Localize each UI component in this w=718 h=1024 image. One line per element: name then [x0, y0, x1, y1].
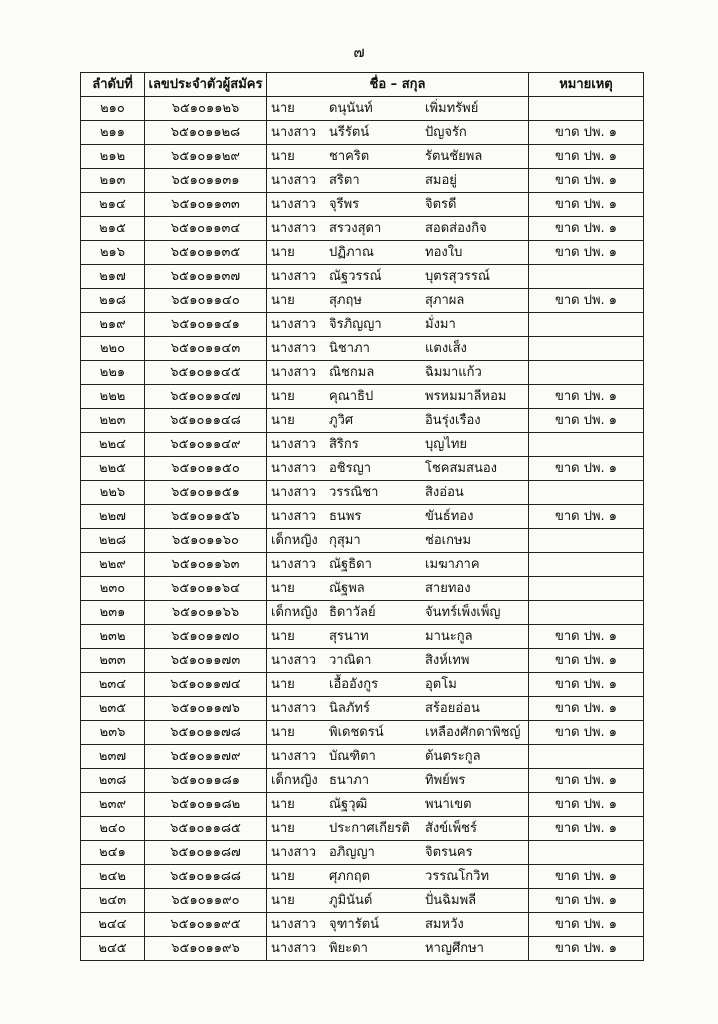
name-prefix: นาย: [271, 820, 295, 836]
table-row: [81, 697, 644, 721]
last-name: สุภาผล: [425, 292, 465, 308]
full-name-cell: [267, 121, 529, 145]
row-number: ๒๑๔: [81, 193, 145, 217]
last-name: ทองใบ: [425, 244, 463, 260]
remark: ขาด ปพ. ๑: [529, 457, 644, 481]
row-number: ๒๓๗: [81, 745, 145, 769]
applicant-id: ๖๕๑๐๑๑๙๐: [145, 889, 267, 913]
row-number: ๒๓๘: [81, 769, 145, 793]
full-name-cell: [267, 673, 529, 697]
first-name: พิยะดา: [329, 940, 368, 956]
last-name: ปั่นฉิมพลี: [425, 892, 477, 908]
row-number: ๒๔๐: [81, 817, 145, 841]
table-row: [81, 865, 644, 889]
full-name-cell: [267, 241, 529, 265]
first-name: เอื้ออังกูร: [329, 676, 379, 692]
full-name-cell: [267, 337, 529, 361]
name-prefix: นางสาว: [271, 700, 317, 716]
first-name: สริตา: [329, 172, 360, 188]
last-name: อุตโม: [425, 676, 457, 692]
full-name-cell: [267, 145, 529, 169]
remark: [529, 745, 644, 769]
first-name: จุฑารัตน์: [329, 916, 380, 932]
last-name: สมอยู่: [425, 172, 457, 188]
row-number: ๒๒๐: [81, 337, 145, 361]
full-name-cell: [267, 913, 529, 937]
applicant-id: ๖๕๑๐๑๑๘๑: [145, 769, 267, 793]
last-name: สอดส่องกิจ: [425, 220, 487, 236]
remark: ขาด ปพ. ๑: [529, 625, 644, 649]
first-name: ดนุนันท์: [329, 100, 373, 116]
applicant-id: ๖๕๑๐๑๑๗๘: [145, 721, 267, 745]
name-prefix: นาย: [271, 388, 295, 404]
table-row: [81, 313, 644, 337]
row-number: ๒๔๓: [81, 889, 145, 913]
first-name: ชาคริต: [329, 148, 370, 164]
applicant-id: ๖๕๑๐๑๑๖๓: [145, 553, 267, 577]
name-prefix: นาย: [271, 100, 295, 116]
applicant-id: ๖๕๑๐๑๑๓๗: [145, 265, 267, 289]
full-name-cell: [267, 769, 529, 793]
row-number: ๒๔๔: [81, 913, 145, 937]
first-name: ปฏิภาณ: [329, 244, 374, 260]
full-name-cell: [267, 697, 529, 721]
full-name-cell: [267, 457, 529, 481]
name-prefix: นาย: [271, 676, 295, 692]
last-name: ขันธ์ทอง: [425, 508, 474, 524]
last-name: สร้อยอ่อน: [425, 700, 480, 716]
remark: ขาด ปพ. ๑: [529, 289, 644, 313]
last-name: รัตนชัยพล: [425, 148, 483, 164]
name-prefix: นางสาว: [271, 124, 317, 140]
applicant-id: ๖๕๑๐๑๑๓๕: [145, 241, 267, 265]
row-number: ๒๓๑: [81, 601, 145, 625]
first-name: ณัฐวรรณ์: [329, 268, 382, 284]
remark: [529, 97, 644, 121]
page-number: ๗: [353, 43, 365, 61]
table-row: [81, 481, 644, 505]
full-name-cell: [267, 433, 529, 457]
last-name: ฉิมมาแก้ว: [425, 364, 482, 380]
last-name: บุญไทย: [425, 436, 468, 452]
name-prefix: นางสาว: [271, 916, 317, 932]
full-name-cell: [267, 385, 529, 409]
table-row: [81, 241, 644, 265]
row-number: ๒๔๒: [81, 865, 145, 889]
name-prefix: นาย: [271, 892, 295, 908]
first-name: บัณฑิตา: [329, 748, 376, 764]
first-name: ธนพร: [329, 508, 362, 524]
row-number: ๒๒๗: [81, 505, 145, 529]
remark: [529, 601, 644, 625]
remark: ขาด ปพ. ๑: [529, 385, 644, 409]
full-name-cell: [267, 265, 529, 289]
row-number: ๒๒๓: [81, 409, 145, 433]
applicant-id: ๖๕๑๐๑๑๘๕: [145, 817, 267, 841]
full-name-cell: [267, 97, 529, 121]
first-name: คุณาธิป: [329, 388, 374, 404]
last-name: เมฆาภาค: [425, 556, 480, 572]
row-number: ๒๓๓: [81, 649, 145, 673]
last-name: แตงเส็ง: [425, 340, 467, 356]
name-prefix: นาย: [271, 580, 295, 596]
applicant-id: ๖๕๑๐๑๑๗๙: [145, 745, 267, 769]
applicant-id: ๖๕๑๐๑๑๙๕: [145, 913, 267, 937]
first-name: ประกาศเกียรติ: [329, 820, 410, 836]
remark: ขาด ปพ. ๑: [529, 121, 644, 145]
last-name: ต้นตระกูล: [425, 748, 481, 764]
table-row: [81, 745, 644, 769]
applicant-id: ๖๕๑๐๑๑๗๓: [145, 649, 267, 673]
first-name: วรรณิชา: [329, 484, 379, 500]
last-name: มานะกูล: [425, 628, 473, 644]
applicant-id: ๖๕๑๐๑๑๓๓: [145, 193, 267, 217]
header-applicant-id: เลขประจำตัวผู้สมัคร: [145, 73, 267, 97]
table-row: [81, 937, 644, 961]
full-name-cell: [267, 409, 529, 433]
applicant-id: ๖๕๑๐๑๑๔๙: [145, 433, 267, 457]
table-row: [81, 841, 644, 865]
name-prefix: นางสาว: [271, 340, 317, 356]
table-row: [81, 433, 644, 457]
name-prefix: นางสาว: [271, 844, 317, 860]
name-prefix: นาย: [271, 292, 295, 308]
name-prefix: นางสาว: [271, 436, 317, 452]
table-row: [81, 337, 644, 361]
full-name-cell: [267, 793, 529, 817]
full-name-cell: [267, 817, 529, 841]
last-name: โชคสมสนอง: [425, 460, 497, 476]
first-name: กุสุมา: [329, 532, 361, 548]
name-prefix: นางสาว: [271, 652, 317, 668]
name-prefix: นาย: [271, 244, 295, 260]
last-name: เหลืองศักดาพิชญ์: [425, 724, 521, 740]
applicant-id: ๖๕๑๐๑๑๔๕: [145, 361, 267, 385]
full-name-cell: [267, 289, 529, 313]
first-name: จิรภิญญา: [329, 316, 382, 332]
remark: ขาด ปพ. ๑: [529, 913, 644, 937]
applicant-id: ๖๕๑๐๑๑๓๑: [145, 169, 267, 193]
first-name: นิชาภา: [329, 340, 370, 356]
full-name-cell: [267, 889, 529, 913]
first-name: ณิชกมล: [329, 364, 375, 380]
table-row: [81, 361, 644, 385]
table-row: [81, 169, 644, 193]
remark: ขาด ปพ. ๑: [529, 769, 644, 793]
first-name: สรวงสุดา: [329, 220, 382, 236]
applicant-id: ๖๕๑๐๑๑๘๘: [145, 865, 267, 889]
name-prefix: นางสาว: [271, 940, 317, 956]
remark: [529, 577, 644, 601]
applicant-id: ๖๕๑๐๑๑๕๑: [145, 481, 267, 505]
name-prefix: นาย: [271, 412, 295, 428]
first-name: ณัฐธิดา: [329, 556, 372, 572]
name-prefix: นาย: [271, 148, 295, 164]
first-name: ภูมินันต์: [329, 892, 373, 908]
table-row: [81, 889, 644, 913]
last-name: จิตรดี: [425, 196, 457, 212]
applicant-id: ๖๕๑๐๑๑๓๔: [145, 217, 267, 241]
table-row: [81, 121, 644, 145]
first-name: พิเดชดรน์: [329, 724, 384, 740]
remark: [529, 361, 644, 385]
row-number: ๒๑๕: [81, 217, 145, 241]
full-name-cell: [267, 169, 529, 193]
full-name-cell: [267, 841, 529, 865]
name-prefix: นางสาว: [271, 556, 317, 572]
last-name: บุตรสุวรรณ์: [425, 268, 490, 284]
table-row: [81, 289, 644, 313]
full-name-cell: [267, 601, 529, 625]
full-name-cell: [267, 361, 529, 385]
row-number: ๒๓๒: [81, 625, 145, 649]
remark: ขาด ปพ. ๑: [529, 865, 644, 889]
remark: ขาด ปพ. ๑: [529, 145, 644, 169]
remark: ขาด ปพ. ๑: [529, 817, 644, 841]
full-name-cell: [267, 625, 529, 649]
header-remark: หมายเหตุ: [529, 73, 644, 97]
applicant-id: ๖๕๑๐๑๑๕๖: [145, 505, 267, 529]
remark: ขาด ปพ. ๑: [529, 673, 644, 697]
remark: [529, 337, 644, 361]
name-prefix: เด็กหญิง: [271, 772, 318, 788]
row-number: ๒๑๙: [81, 313, 145, 337]
first-name: ธนาภา: [329, 772, 369, 788]
remark: ขาด ปพ. ๑: [529, 409, 644, 433]
first-name: ภูวิศ: [329, 412, 354, 428]
remark: ขาด ปพ. ๑: [529, 937, 644, 961]
remark: [529, 553, 644, 577]
applicant-id: ๖๕๑๐๑๑๔๑: [145, 313, 267, 337]
remark: ขาด ปพ. ๑: [529, 649, 644, 673]
name-prefix: นาย: [271, 796, 295, 812]
row-number: ๒๔๑: [81, 841, 145, 865]
full-name-cell: [267, 553, 529, 577]
full-name-cell: [267, 529, 529, 553]
applicant-id: ๖๕๑๐๑๑๕๐: [145, 457, 267, 481]
full-name-cell: [267, 745, 529, 769]
row-number: ๒๓๐: [81, 577, 145, 601]
last-name: เพิ่มทรัพย์: [425, 100, 479, 116]
table-row: [81, 145, 644, 169]
remark: ขาด ปพ. ๑: [529, 217, 644, 241]
row-number: ๒๓๖: [81, 721, 145, 745]
last-name: หาญศึกษา: [425, 940, 484, 956]
remark: [529, 433, 644, 457]
name-prefix: เด็กหญิง: [271, 532, 318, 548]
remark: [529, 313, 644, 337]
row-number: ๒๑๗: [81, 265, 145, 289]
applicant-id: ๖๕๑๐๑๑๗๖: [145, 697, 267, 721]
row-number: ๒๓๔: [81, 673, 145, 697]
first-name: ณัฐพล: [329, 580, 365, 596]
remark: ขาด ปพ. ๑: [529, 793, 644, 817]
full-name-cell: [267, 577, 529, 601]
remark: ขาด ปพ. ๑: [529, 193, 644, 217]
name-prefix: นาย: [271, 628, 295, 644]
full-name-cell: [267, 217, 529, 241]
row-number: ๒๒๕: [81, 457, 145, 481]
full-name-cell: [267, 865, 529, 889]
first-name: ณัฐวุฒิ: [329, 796, 368, 812]
full-name-cell: [267, 505, 529, 529]
full-name-cell: [267, 721, 529, 745]
last-name: สิงห์เทพ: [425, 652, 470, 668]
remark: ขาด ปพ. ๑: [529, 505, 644, 529]
table-row: [81, 385, 644, 409]
last-name: สังข์เพ็ชร์: [425, 820, 477, 836]
first-name: นรีรัตน์: [329, 124, 370, 140]
table-row: [81, 817, 644, 841]
table-row: [81, 601, 644, 625]
applicant-id: ๖๕๑๐๑๑๖๖: [145, 601, 267, 625]
last-name: ช่อเกษม: [425, 532, 472, 548]
name-prefix: นางสาว: [271, 268, 317, 284]
first-name: วาณิดา: [329, 652, 372, 668]
name-prefix: นางสาว: [271, 196, 317, 212]
applicant-id: ๖๕๑๐๑๑๙๖: [145, 937, 267, 961]
last-name: สมหวัง: [425, 916, 464, 932]
last-name: ปัญจรัก: [425, 124, 467, 140]
first-name: สุรนาท: [329, 628, 369, 644]
last-name: พนาเขต: [425, 796, 472, 812]
applicant-id: ๖๕๑๐๑๑๗๐: [145, 625, 267, 649]
last-name: สายทอง: [425, 580, 471, 596]
row-number: ๒๔๕: [81, 937, 145, 961]
last-name: วรรณโกวิท: [425, 868, 490, 884]
table-row: [81, 577, 644, 601]
remark: ขาด ปพ. ๑: [529, 241, 644, 265]
last-name: จิตรนคร: [425, 844, 473, 860]
first-name: ธิดาวัลย์: [329, 604, 376, 620]
applicant-id: ๖๕๑๐๑๑๒๙: [145, 145, 267, 169]
full-name-cell: [267, 313, 529, 337]
row-number: ๒๑๑: [81, 121, 145, 145]
table-row: [81, 625, 644, 649]
row-number: ๒๑๐: [81, 97, 145, 121]
last-name: อินรุ่งเรือง: [425, 412, 481, 428]
remark: [529, 481, 644, 505]
last-name: สิงอ่อน: [425, 484, 464, 500]
name-prefix: นางสาว: [271, 748, 317, 764]
table-header-row: [81, 73, 644, 97]
applicant-id: ๖๕๑๐๑๑๘๒: [145, 793, 267, 817]
applicant-table: [80, 72, 644, 961]
header-no: ลำดับที่: [81, 73, 145, 97]
name-prefix: เด็กหญิง: [271, 604, 318, 620]
first-name: นิลภัทร์: [329, 700, 370, 716]
remark: ขาด ปพ. ๑: [529, 889, 644, 913]
first-name: จุรีพร: [329, 196, 360, 212]
table-row: [81, 673, 644, 697]
remark: [529, 265, 644, 289]
first-name: สิริกร: [329, 436, 359, 452]
row-number: ๒๑๒: [81, 145, 145, 169]
table-row: [81, 769, 644, 793]
table-row: [81, 721, 644, 745]
name-prefix: นางสาว: [271, 460, 317, 476]
table-row: [81, 529, 644, 553]
table-row: [81, 97, 644, 121]
row-number: ๒๒๘: [81, 529, 145, 553]
last-name: พรหมมาลีหอม: [425, 388, 507, 404]
full-name-cell: [267, 193, 529, 217]
table-row: [81, 505, 644, 529]
table-row: [81, 409, 644, 433]
first-name: ศุภกฤต: [329, 868, 371, 884]
name-prefix: นางสาว: [271, 172, 317, 188]
remark: ขาด ปพ. ๑: [529, 169, 644, 193]
remark: [529, 529, 644, 553]
name-prefix: นางสาว: [271, 364, 317, 380]
full-name-cell: [267, 937, 529, 961]
first-name: สุภฤษ: [329, 292, 362, 308]
applicant-id: ๖๕๑๐๑๑๖๐: [145, 529, 267, 553]
table-row: [81, 265, 644, 289]
table-row: [81, 649, 644, 673]
full-name-cell: [267, 481, 529, 505]
row-number: ๒๑๖: [81, 241, 145, 265]
name-prefix: นางสาว: [271, 220, 317, 236]
table-row: [81, 193, 644, 217]
row-number: ๒๒๙: [81, 553, 145, 577]
table-row: [81, 217, 644, 241]
applicant-id: ๖๕๑๐๑๑๔๐: [145, 289, 267, 313]
name-prefix: นางสาว: [271, 508, 317, 524]
first-name: อชิรญา: [329, 460, 371, 476]
name-prefix: นาย: [271, 724, 295, 740]
name-prefix: นาย: [271, 868, 295, 884]
applicant-id: ๖๕๑๐๑๑๔๘: [145, 409, 267, 433]
row-number: ๒๒๒: [81, 385, 145, 409]
applicant-id: ๖๕๑๐๑๑๖๔: [145, 577, 267, 601]
remark: ขาด ปพ. ๑: [529, 697, 644, 721]
row-number: ๒๒๔: [81, 433, 145, 457]
full-name-cell: [267, 649, 529, 673]
last-name: ทิพย์พร: [425, 772, 466, 788]
applicant-id: ๖๕๑๐๑๑๗๔: [145, 673, 267, 697]
first-name: อภิญญา: [329, 844, 375, 860]
row-number: ๒๓๕: [81, 697, 145, 721]
table-body: [81, 97, 644, 961]
name-prefix: นางสาว: [271, 316, 317, 332]
table-row: [81, 553, 644, 577]
applicant-id: ๖๕๑๐๑๑๒๘: [145, 121, 267, 145]
row-number: ๒๑๘: [81, 289, 145, 313]
table-row: [81, 913, 644, 937]
last-name: จันทร์เพ็งเพ็ญ: [425, 604, 501, 620]
header-full-name: ชื่อ – สกุล: [267, 73, 529, 97]
last-name: มั่งมา: [425, 316, 456, 332]
applicant-id: ๖๕๑๐๑๑๔๓: [145, 337, 267, 361]
row-number: ๒๓๙: [81, 793, 145, 817]
row-number: ๒๒๑: [81, 361, 145, 385]
row-number: ๒๒๖: [81, 481, 145, 505]
applicant-id: ๖๕๑๐๑๑๘๗: [145, 841, 267, 865]
row-number: ๒๑๓: [81, 169, 145, 193]
applicant-id: ๖๕๑๐๑๑๒๖: [145, 97, 267, 121]
applicant-id: ๖๕๑๐๑๑๔๗: [145, 385, 267, 409]
remark: [529, 841, 644, 865]
remark: ขาด ปพ. ๑: [529, 721, 644, 745]
table-row: [81, 457, 644, 481]
name-prefix: นางสาว: [271, 484, 317, 500]
table-row: [81, 793, 644, 817]
